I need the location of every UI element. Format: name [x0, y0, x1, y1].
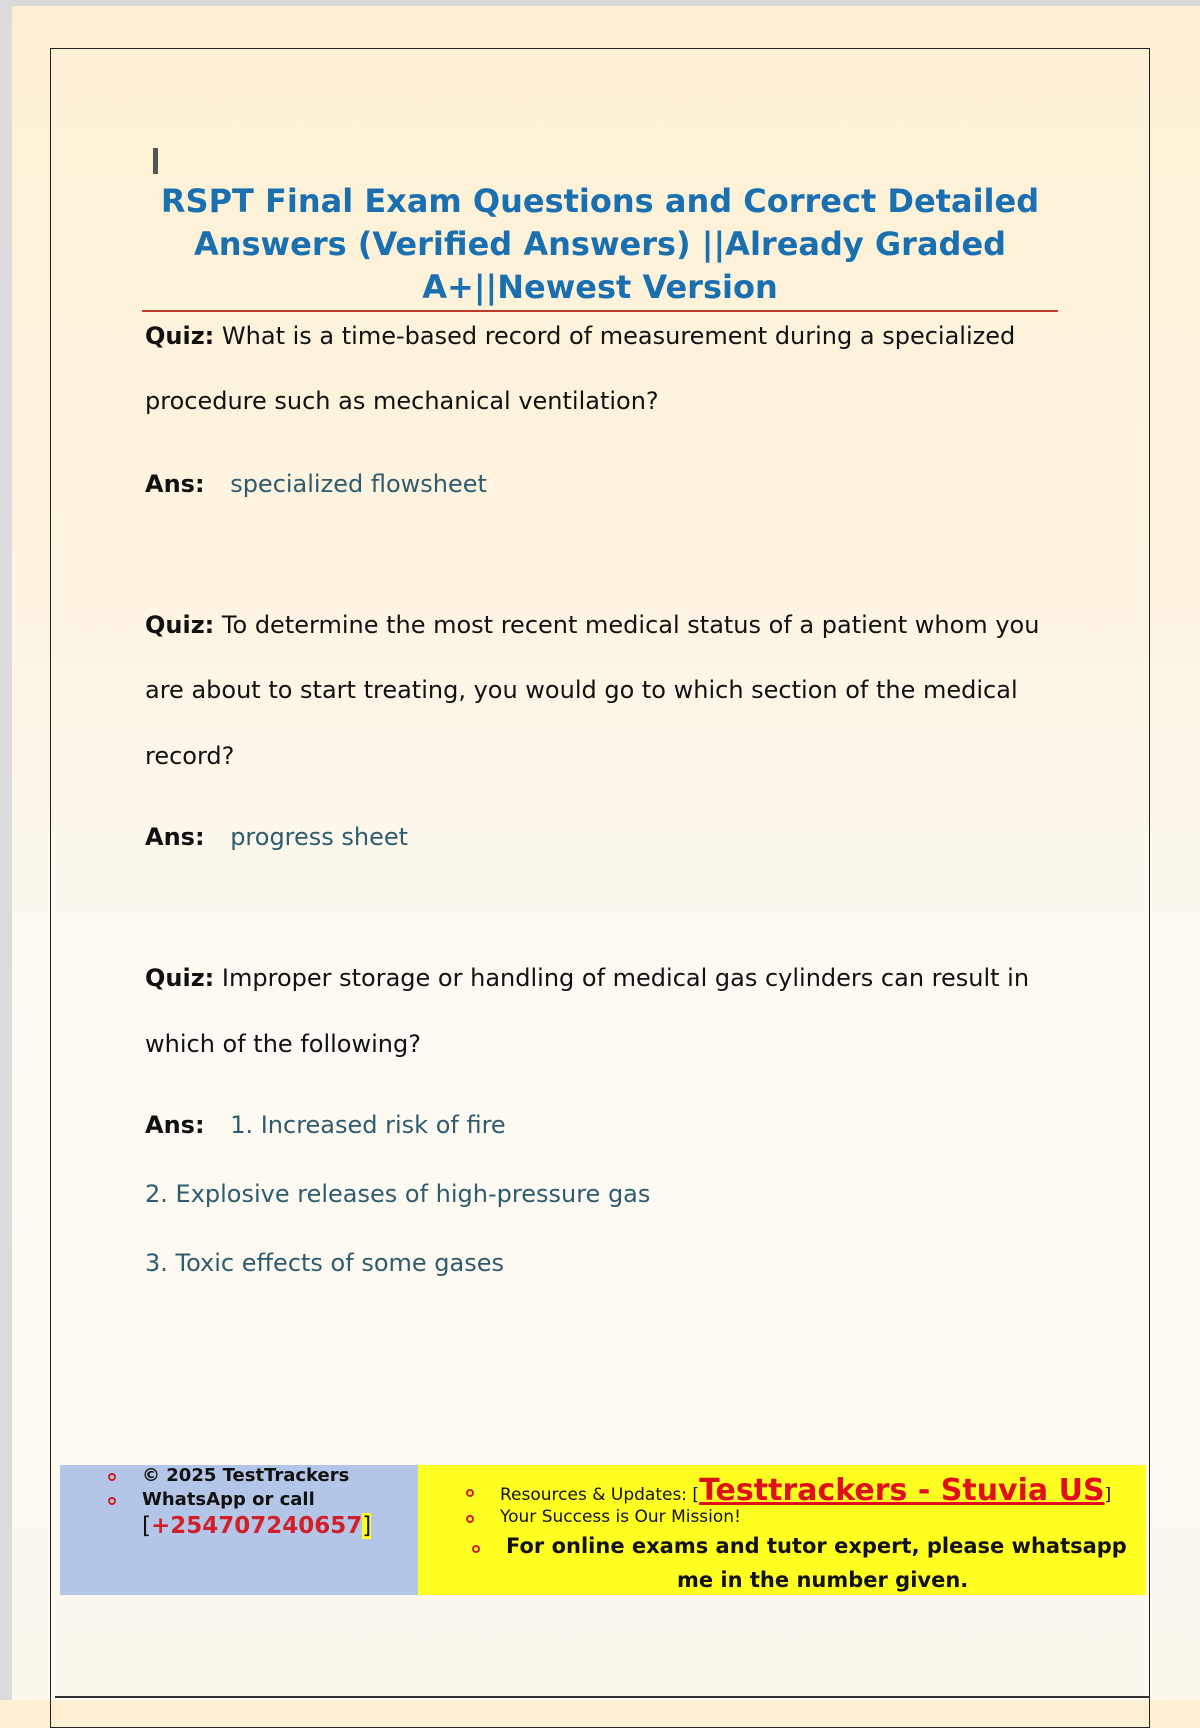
answer-text: 1. Increased risk of fire: [230, 1111, 506, 1139]
promo-line-2: me in the number given.: [677, 1568, 969, 1592]
question-text: What is a time-based record of measurement during a specialized: [221, 322, 1016, 350]
phone-value[interactable]: +254707240657: [150, 1513, 363, 1539]
quiz-label: Quiz:: [145, 322, 215, 350]
phone-bracket-open: [: [142, 1513, 151, 1539]
title-divider: [142, 310, 1058, 312]
answer-3-item-3: 3. Toxic effects of some gases: [145, 1249, 504, 1277]
window-left-edge: [0, 0, 12, 1700]
bullet-icon: [108, 1497, 116, 1505]
promo-line-1: For online exams and tutor expert, please whatsapp: [506, 1534, 1127, 1558]
answer-2: [145, 823, 408, 851]
ans-label: Ans:: [145, 1111, 205, 1139]
stuvia-link[interactable]: Testtrackers - Stuvia US: [699, 1473, 1105, 1508]
question-3-line-2: which of the following?: [145, 1030, 421, 1058]
resources-label: Resources & Updates: [: [500, 1485, 700, 1505]
answer-text: progress sheet: [230, 823, 409, 851]
question-text: To determine the most recent medical status of a patient whom you: [221, 611, 1040, 639]
answer-3: [145, 1111, 506, 1139]
bullet-icon: [466, 1515, 474, 1523]
window-top-edge: [0, 0, 1200, 6]
phone-number[interactable]: [142, 1513, 371, 1539]
contact-label: WhatsApp or call: [142, 1489, 315, 1510]
question-2-line-3: record?: [145, 742, 235, 770]
answer-3-item-2: 2. Explosive releases of high-pressure gas: [145, 1180, 651, 1208]
answer-text: specialized flowsheet: [230, 470, 487, 498]
ans-label: Ans:: [145, 470, 205, 498]
resources-bracket-close: ]: [1104, 1485, 1112, 1505]
question-text: Improper storage or handling of medical gas cylinders can result in: [221, 964, 1030, 992]
bullet-icon: [108, 1473, 116, 1481]
page-bottom-divider: [55, 1696, 1150, 1698]
text-cursor-icon: [153, 148, 158, 174]
quiz-label: Quiz:: [145, 964, 215, 992]
resources-line: [500, 1473, 1111, 1508]
phone-bracket-close: ]: [362, 1513, 372, 1539]
question-1-line-2: procedure such as mechanical ventilation?: [145, 387, 659, 415]
bullet-icon: [466, 1489, 474, 1497]
title-line-2: Answers (Verified Answers) ||Already Graded: [193, 225, 1007, 263]
ans-label: Ans:: [145, 823, 205, 851]
question-2-line-1: [145, 611, 1039, 639]
bullet-icon: [472, 1545, 480, 1553]
quiz-label: Quiz:: [145, 611, 215, 639]
question-2-line-2: are about to start treating, you would go to which section of the medical: [145, 676, 1018, 704]
title-line-3: A+||Newest Version: [422, 268, 778, 306]
document-title: [140, 180, 1060, 309]
question-3-line-1: [145, 964, 1029, 992]
answer-1: [145, 470, 487, 498]
copyright-text: © 2025 TestTrackers: [142, 1465, 350, 1486]
title-line-1: RSPT Final Exam Questions and Correct Detailed: [160, 182, 1040, 220]
question-1-line-1: [145, 322, 1015, 350]
mission-text: Your Success is Our Mission!: [500, 1507, 741, 1527]
